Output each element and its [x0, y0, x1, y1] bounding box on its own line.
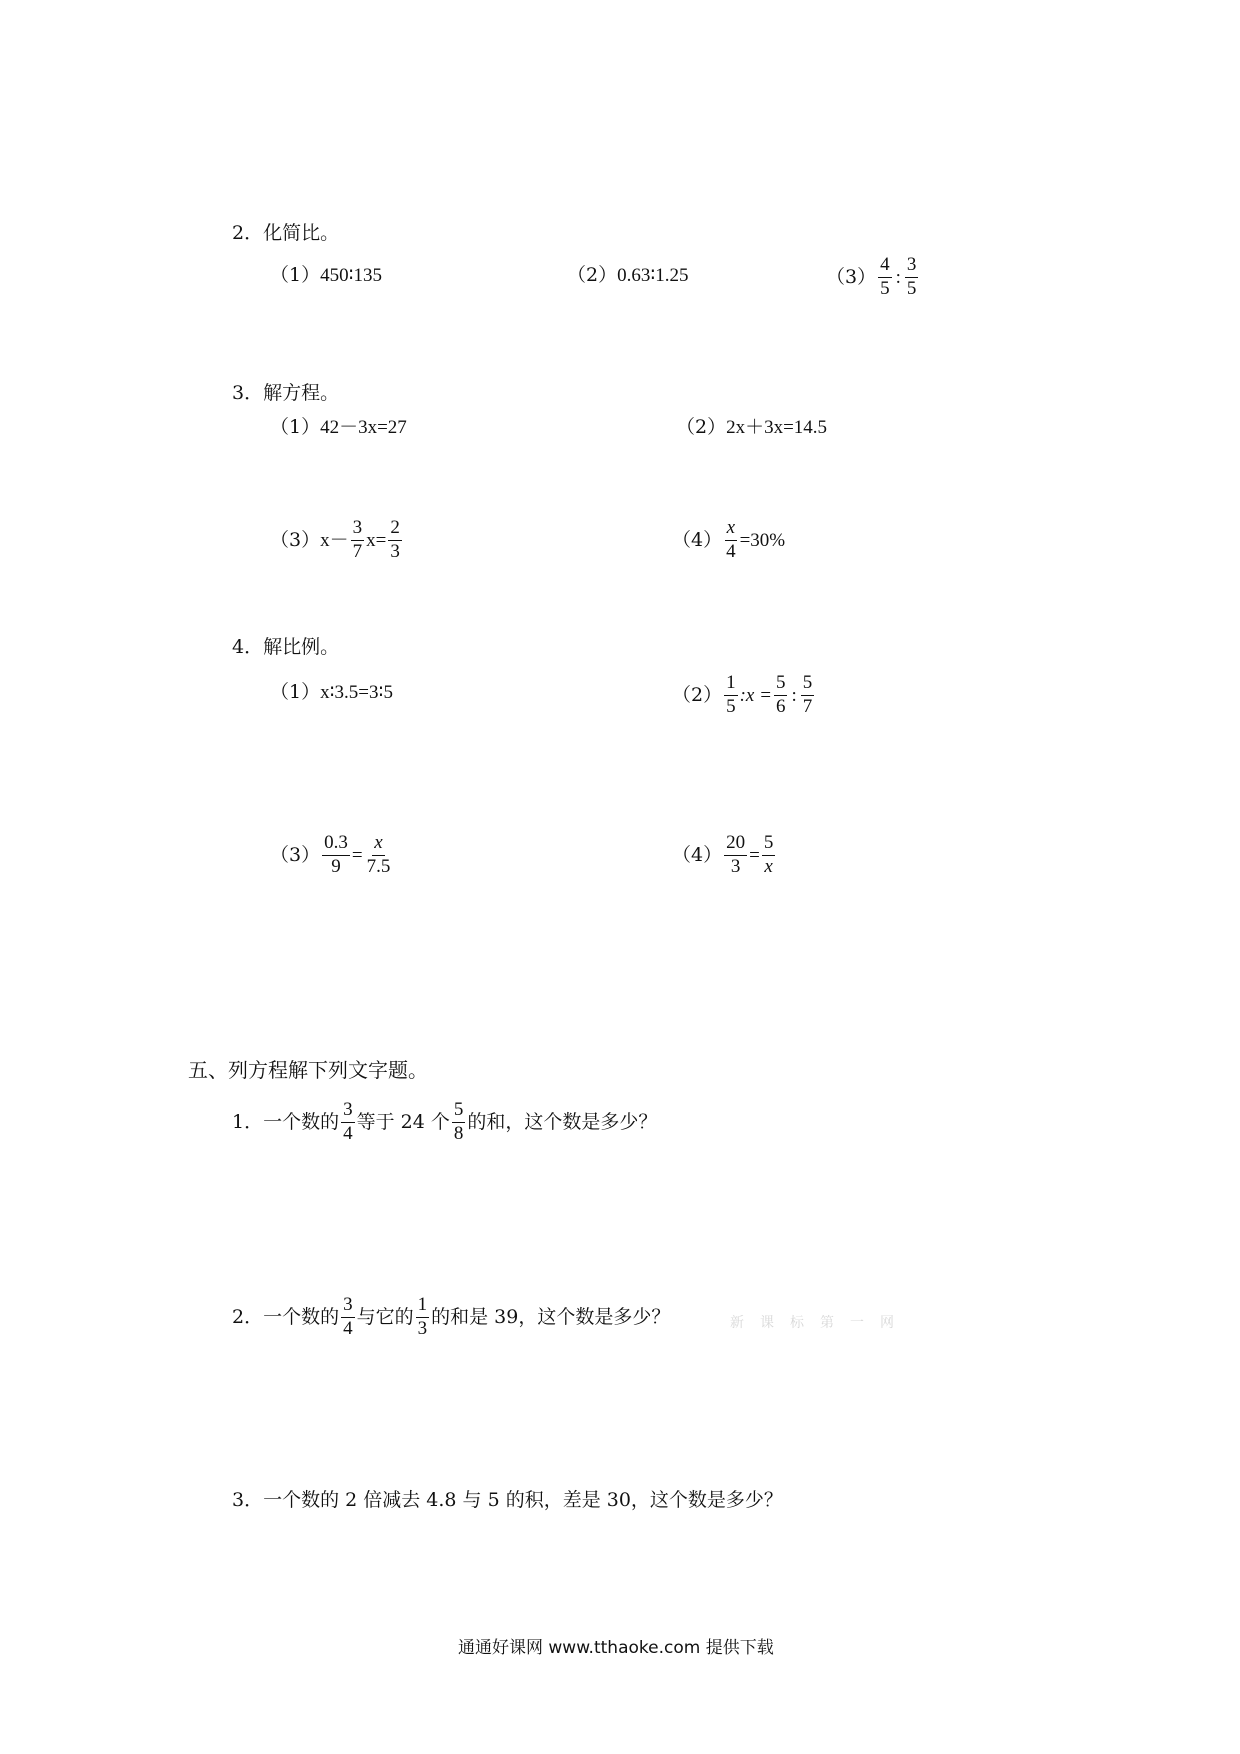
fraction: [762, 833, 776, 878]
numerator: 20: [724, 833, 747, 856]
fraction: [724, 833, 747, 878]
item-label: （3）: [270, 528, 321, 551]
problem-text: 1．一个数的: [232, 1110, 340, 1133]
problem-text: 的和是 39，这个数是多少？: [431, 1305, 671, 1328]
footer-credit: 通通好课网 www.tthaoke.com 提供下载: [458, 1638, 774, 1658]
numerator: 4: [878, 255, 892, 278]
fraction: [452, 1100, 466, 1145]
expression-part: x－: [320, 529, 349, 551]
numerator: 5: [452, 1100, 466, 1123]
numerator: 3: [341, 1100, 355, 1123]
item-label: （3）: [270, 843, 321, 866]
expression-part: =30%: [739, 529, 786, 551]
watermark: 新课标第一网: [730, 1315, 910, 1331]
item-expression: x∶3.5=3∶5: [320, 682, 393, 703]
ratio-sign: :: [895, 266, 901, 288]
item-label: （4）: [672, 528, 723, 551]
numerator: 5: [801, 673, 815, 696]
denominator: 8: [453, 1122, 464, 1144]
denominator: 7: [352, 540, 363, 562]
fraction: [388, 518, 402, 563]
numerator: 1: [724, 673, 738, 696]
fraction: [801, 673, 815, 718]
expression-part: :x =: [739, 684, 772, 706]
item-label: （1）: [270, 264, 321, 286]
s3-item-1: [270, 418, 407, 437]
equals-sign: =: [351, 844, 363, 866]
denominator: 4: [343, 1317, 353, 1339]
numerator: 1: [416, 1295, 430, 1318]
problem-text: 等于 24 个: [356, 1110, 450, 1133]
fraction: [724, 518, 738, 563]
fraction: [351, 518, 365, 563]
fraction: [724, 673, 738, 718]
denominator: 7: [802, 695, 813, 717]
denominator: 9: [331, 855, 341, 877]
fraction: [905, 255, 919, 300]
problem-text: 的和，这个数是多少？: [467, 1110, 658, 1133]
s4-item-3: [270, 833, 394, 878]
denominator: 5: [726, 695, 736, 717]
problem-text: 与它的: [356, 1305, 414, 1328]
expression-part: x=: [366, 529, 387, 551]
s3-item-3: [270, 518, 404, 563]
section-5-title: 五、列方程解下列文字题。: [188, 1058, 428, 1082]
ratio-sign: :: [791, 684, 797, 706]
s3-item-4: [672, 518, 785, 563]
denominator: 6: [775, 695, 786, 717]
fraction: [322, 833, 350, 878]
item-label: （1）: [270, 416, 321, 438]
numerator: 0.3: [322, 833, 350, 856]
denominator: 5: [906, 277, 917, 299]
denominator: 5: [880, 277, 890, 299]
denominator: 4: [726, 540, 736, 562]
s2-item-2: [567, 266, 689, 285]
item-label: （2）: [567, 264, 618, 286]
section-3-title: 3．解方程。: [232, 382, 340, 404]
denominator: 3: [390, 540, 400, 562]
item-label: （1）: [270, 681, 321, 703]
fraction: [341, 1295, 355, 1340]
item-label: （4）: [672, 843, 723, 866]
section-4-title: 4．解比例。: [232, 636, 340, 658]
numerator: x: [372, 833, 384, 856]
fraction: [341, 1100, 355, 1145]
numerator: 3: [351, 518, 365, 541]
denominator: 7.5: [366, 855, 391, 877]
word-problem-2: [232, 1295, 670, 1340]
item-label: （2）: [672, 683, 723, 706]
word-problem-1: [232, 1100, 657, 1145]
item-expression: 2x＋3x=14.5: [726, 417, 828, 438]
numerator: 2: [388, 518, 402, 541]
s4-item-1: [270, 683, 393, 702]
s4-item-4: [672, 833, 777, 878]
equals-sign: =: [749, 844, 760, 866]
numerator: 5: [774, 673, 788, 696]
section-2-title: 2．化简比。: [232, 222, 340, 244]
s3-item-2: [676, 418, 827, 437]
s2-item-1: [270, 266, 382, 285]
numerator: 3: [905, 255, 919, 278]
problem-text: 2．一个数的: [232, 1305, 340, 1328]
fraction: [365, 833, 393, 878]
denominator: 3: [730, 855, 741, 877]
s2-item-3: [826, 255, 920, 300]
fraction: [878, 255, 892, 300]
word-problem-3: 3．一个数的 2 倍减去 4.8 与 5 的积，差是 30，这个数是多少？: [232, 1489, 783, 1511]
denominator: 3: [417, 1317, 428, 1339]
item-label: （3）: [826, 265, 877, 288]
item-label: （2）: [676, 416, 727, 438]
fraction: [416, 1295, 430, 1340]
item-expression: 42－3x=27: [320, 417, 407, 438]
item-expression: 450∶135: [320, 265, 383, 286]
numerator: x: [725, 518, 737, 541]
denominator: 4: [343, 1122, 353, 1144]
denominator: x: [764, 855, 773, 877]
item-expression: 0.63∶1.25: [617, 265, 689, 286]
s4-item-2: [672, 673, 816, 718]
numerator: 5: [762, 833, 776, 856]
numerator: 3: [341, 1295, 355, 1318]
fraction: [774, 673, 788, 718]
